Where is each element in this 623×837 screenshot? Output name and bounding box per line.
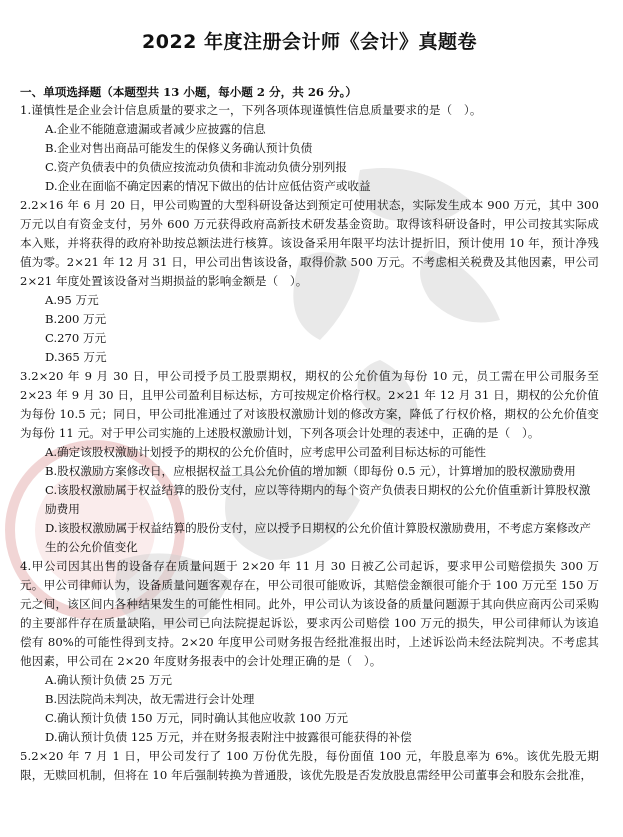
question-stem: 4.甲公司因其出售的设备存在质量问题于 2×20 年 11 月 30 日被乙公司起诉，要求甲公司赔偿损失 300 万元。甲公司律师认为，设备质量问题客观存在，甲公司很可能败诉，其赔偿金额很可能介于 100 万元至 150 万元之间，该区间内各种结果发生的可能性相同。此外，甲公司认为该设备的质量问题源于其向供应商丙公司采购的主要部件存在质量缺陷，甲公司已向法院提起诉讼，要求丙公司赔偿 100 万元的损失，甲公司律师认为该追偿有 80%的可能性得到支持。2×20 年度甲公司财务报告经批准报出时，上述诉讼尚未经法院判决。不考虑其他因素，甲公司在 2×20 年度财务报表中的会计处理正确的是（ ）。 — [20, 559, 599, 668]
question-stem: 5.2×20 年 7 月 1 日，甲公司发行了 100 万份优先股，每份面值 100 元，年股息率为 6%。该优先股无期限，无赎回机制，但将在 10 年后强制转换为普通股，该优先股是否发放股息需经甲公司董事会和股东会批准， — [20, 749, 599, 782]
question-3 — [20, 367, 599, 557]
option-c: C.确认预计负债 150 万元，同时确认其他应收款 100 万元 — [45, 711, 349, 725]
question-2 — [20, 196, 599, 367]
option-a: A.95 万元 — [45, 293, 99, 307]
option-d: D.该股权激励属于权益结算的股份支付，应以授予日期权的公允价值计算股权激励费用，不考虑方案修改产生的公允价值变化 — [45, 521, 591, 554]
question-stem: 2.2×16 年 6 月 20 日，甲公司购置的大型科研设备达到预定可使用状态，实际发生成本 900 万元，其中 300 万元以自有资金支付，另外 600 万元获得政府高新技术研发基金资助。取得该科研设备时，甲公司按其实际成本入账，并将获得的政府补助按总额法进行核算。该设备采用年限平均法计提折旧，预计使用 10 年，预计净残值为零。2×21 年 12 月 31 日，甲公司出售该设备，取得价款 500 万元。不考虑相关税费及其他因素，甲公司 2×21 年度处置该设备对当期损益的影响金额是（ ）。 — [20, 198, 599, 288]
option-c: C.该股权激励属于权益结算的股份支付，应以等待期内的每个资产负债表日期权的公允价值重新计算股权激励费用 — [45, 483, 591, 516]
option-d: D.企业在面临不确定因素的情况下做出的估计应低估资产或收益 — [45, 179, 371, 193]
question-4 — [20, 557, 599, 747]
option-c: C.资产负债表中的负债应按流动负债和非流动负债分别列报 — [45, 160, 347, 174]
option-b: B.200 万元 — [45, 312, 107, 326]
option-c: C.270 万元 — [45, 331, 107, 345]
option-a: A.企业不能随意遗漏或者减少应披露的信息 — [45, 122, 266, 136]
question-stem: 1.谨慎性是企业会计信息质量的要求之一，下列各项体现谨慎性信息质量要求的是（ ）。 — [20, 103, 482, 117]
option-d: D.365 万元 — [45, 350, 107, 364]
option-b: B.股权激励方案修改日，应根据权益工具公允价值的增加额（即每份 0.5 元），计算增加的股权激励费用 — [45, 464, 576, 478]
option-a: A.确定该股权激励计划授予的期权的公允价值时，应考虑甲公司盈利目标达标的可能性 — [45, 445, 487, 459]
option-b: B.因法院尚未判决，故无需进行会计处理 — [45, 692, 255, 706]
section-heading: 一、单项选择题（本题型共 13 小题，每小题 2 分，共 26 分。） — [20, 85, 358, 99]
option-d: D.确认预计负债 125 万元，并在财务报表附注中披露很可能获得的补偿 — [45, 730, 412, 744]
question-1 — [20, 101, 599, 196]
page-title: 2022 年度注册会计师《会计》真题卷 — [142, 31, 477, 53]
option-b: B.企业对售出商品可能发生的保修义务确认预计负债 — [45, 141, 313, 155]
question-5 — [20, 747, 599, 785]
question-stem: 3.2×20 年 9 月 30 日，甲公司授予员工股票期权，期权的公允价值为每份 10 元，员工需在甲公司服务至 2×23 年 9 月 30 日，且甲公司盈利目标达标，方可按规定价格行权。2×21 年 12 月 31 日，期权的公允价值为每份 10.5 元；同日，甲公司批准通过了对该股权激励计划的修改方案，降低了行权价格，期权的公允价值变为每份 11 元。对于甲公司实施的上述股权激励计划，下列各项会计处理的表述中，正确的是（ ）。 — [20, 369, 599, 440]
option-a: A.确认预计负债 25 万元 — [45, 673, 172, 687]
